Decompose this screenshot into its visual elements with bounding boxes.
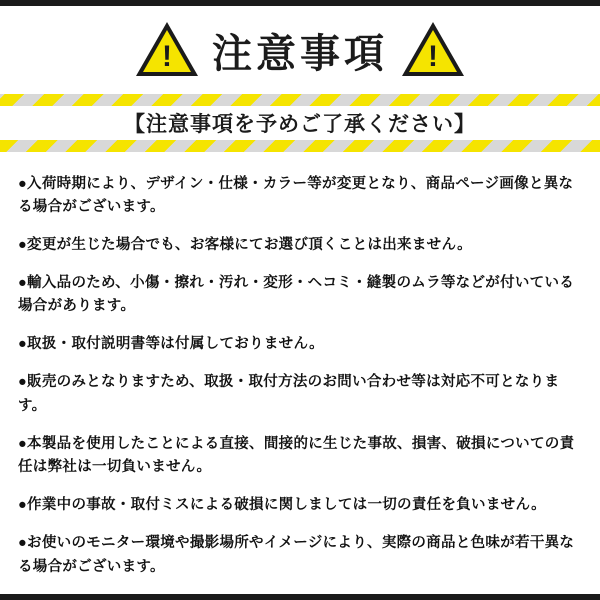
exclamation-glyph: ! xyxy=(162,40,172,73)
notes-list xyxy=(0,158,600,592)
list-item: ●輸入品のため、小傷・擦れ・汚れ・変形・ヘコミ・縫製のムラ等などが付いている場合があります。 xyxy=(18,274,575,315)
list-item: ●作業中の事故・取付ミスによる破損に関しましては一切の責任を負いません。 xyxy=(18,497,546,514)
hazard-stripe-band xyxy=(0,94,600,152)
list-item: ●本製品を使用したことによる直接、間接的に生じた事故、損害、破損についての責任は弊社は一切負いません。 xyxy=(18,435,575,476)
subtitle: 【注意事項を予めご了承ください】 xyxy=(124,113,476,136)
list-item: ●入荷時期により、デザイン・仕様・カラー等が変更となり、商品ページ画像と異なる場合がございます。 xyxy=(18,175,574,215)
list-item: ●取扱・取付説明書等は付属しておりません。 xyxy=(18,336,324,353)
bottom-border-rule xyxy=(0,594,600,600)
subtitle-plate xyxy=(0,106,600,140)
exclamation-glyph: ! xyxy=(428,40,438,73)
warning-triangle-icon xyxy=(402,22,464,78)
list-item: ●販売のみとなりますため、取扱・取付方法のお問い合わせ等は対応不可となります。 xyxy=(18,374,560,414)
list-item: ●お使いのモニター環境や撮影場所やイメージにより、実際の商品と色味が若干異なる場合がございます。 xyxy=(18,535,575,575)
list-item: ●変更が生じた場合でも、お客様にてお選び頂くことは出来ません。 xyxy=(18,236,472,253)
page-title: 注意事項 xyxy=(212,31,388,76)
warning-triangle-icon xyxy=(136,22,198,78)
header xyxy=(0,6,600,94)
